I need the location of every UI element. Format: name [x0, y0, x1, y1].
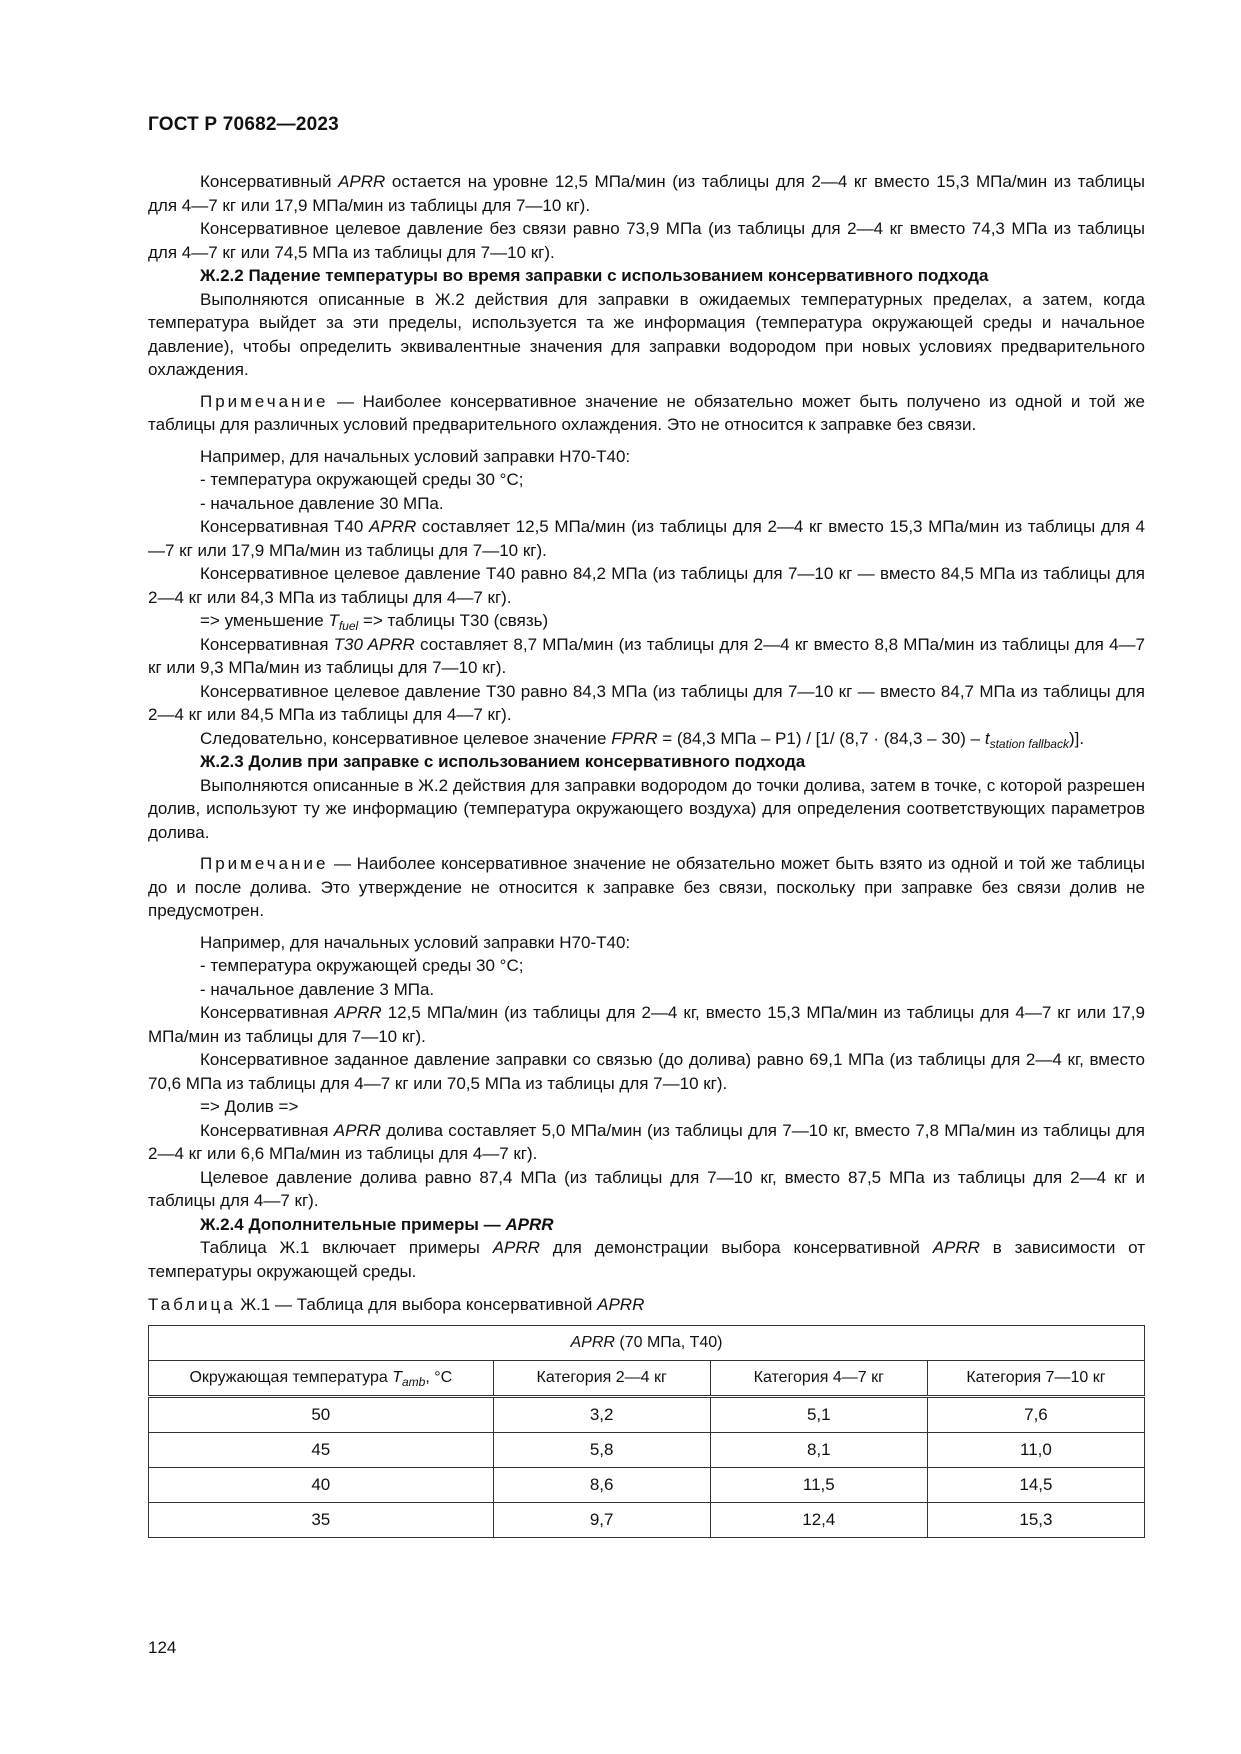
- list-item: - температура окружающей среды 30 °С;: [200, 956, 524, 975]
- note-label: Примечание: [200, 854, 329, 873]
- text-run: APRR: [369, 517, 417, 536]
- page-number: 124: [148, 1638, 177, 1657]
- text-run: APRR: [338, 172, 386, 191]
- table-cell: 5,1: [710, 1396, 927, 1432]
- text-run: Консервативный: [200, 172, 339, 191]
- list-item: - начальное давление 3 МПа.: [200, 979, 435, 999]
- note-label: Примечание: [200, 391, 329, 411]
- list-item: - начальное давление 30 МПа.: [200, 493, 444, 513]
- section-heading-j23: Ж.2.3 Долив при заправке с использованием консервативного подхода: [200, 752, 806, 771]
- text-run: T: [392, 1368, 402, 1386]
- text-run: Консервативная: [200, 1120, 334, 1140]
- table-cell: 3,2: [493, 1396, 710, 1432]
- formula-paragraph: [148, 727, 1145, 751]
- aprr-table: [148, 1325, 1145, 1538]
- paragraph: [148, 515, 1145, 562]
- table-cell: 8,1: [710, 1432, 927, 1467]
- paragraph: [148, 633, 1145, 680]
- table-cell: 50: [149, 1396, 494, 1432]
- paragraph: Выполняются описанные в Ж.2 действия для заправки в ожидаемых температурных пределах, а затем, когда температура выйдет за эти пределы, используется та же информация (температура окружающей среды и начальное давление), чтобы определить эквивалентные значения для заправки водородом при новых условиях предварительного охлаждения.: [148, 289, 1145, 379]
- text-run: Следовательно, консервативное целевое значение: [200, 728, 612, 748]
- text-run: в зависимости от температуры окружающей среды.: [148, 1238, 1145, 1281]
- text-run: FPRR: [611, 728, 658, 748]
- paragraph: Целевое давление долива равно 87,4 МПа (из таблицы для 7—10 кг, вместо 87,5 МПа из таблицы для 2—4 кг и таблицы для 4—7 кг).: [148, 1167, 1145, 1210]
- table-cell: 14,5: [927, 1467, 1144, 1502]
- subscript: fuel: [338, 619, 359, 633]
- text-run: составляет 8,7 МПа/мин (из таблицы для 2—4 кг вместо 8,8 МПа/мин из таблицы для 4—7 кг или 9,3 МПа/мин из таблицы для 7—10 кг).: [148, 634, 1145, 677]
- table-row: [149, 1396, 1145, 1432]
- text-run: APRR: [505, 1214, 554, 1234]
- table-cell: 8,6: [493, 1467, 710, 1502]
- paragraph: Консервативное целевое давление Т40 равно 84,2 МПа (из таблицы для 7—10 кг — вместо 84,5 МПа из таблицы для 2—4 кг или 84,3 МПа из таблицы для 4—7 кг).: [148, 564, 1145, 607]
- text-run: , °С: [425, 1368, 453, 1386]
- text-run: Ж.2.4 Дополнительные примеры —: [200, 1214, 506, 1234]
- paragraph: [148, 170, 1145, 217]
- table-cell: 11,5: [710, 1467, 927, 1502]
- text-run: APRR: [334, 1003, 382, 1022]
- note: [148, 852, 1145, 923]
- example-intro: Например, для начальных условий заправки H70-T40:: [200, 932, 631, 952]
- paragraph: [148, 609, 1145, 633]
- table-header-row: [149, 1360, 1145, 1396]
- column-header-cat-4-7: Категория 4—7 кг: [710, 1360, 927, 1396]
- text-run: — Наиболее консервативное значение не обязательно может быть взято из одной и той же таблицы до и после долива. Это утверждение не относится к заправке без связи, поскольку при заправке без связи долив не предусмотрен.: [148, 854, 1145, 920]
- table-cell: 7,6: [927, 1396, 1144, 1432]
- table-row: [149, 1502, 1145, 1537]
- standard-code-header: ГОСТ Р 70682—2023: [148, 114, 339, 135]
- text-run: APRR: [492, 1238, 540, 1257]
- text-run: — Наиболее консервативное значение не обязательно может быть получено из одной и той же таблицы для различных условий предварительного охлаждения. Это не относится к заправке без связи.: [148, 391, 1145, 434]
- table-cell: 35: [149, 1502, 494, 1537]
- text-run: остается на уровне 12,5 МПа/мин (из таблицы для 2—4 кг вместо 15,3 МПа/мин из таблицы для 4—7 кг или 17,9 МПа/мин из таблицы для 7—10 кг).: [148, 172, 1145, 215]
- text-run: 12,5 МПа/мин (из таблицы для 2—4 кг, вместо 15,3 МПа/мин из таблицы для 4—7 кг или 17,9 МПа/мин из таблицы для 7—10 кг).: [148, 1003, 1145, 1046]
- text-run: составляет 12,5 МПа/мин (из таблицы для 2—4 кг вместо 15,3 МПа/мин из таблицы для 4—7 кг или 17,9 МПа/мин из таблицы для 7—10 кг).: [148, 517, 1145, 560]
- text-run: t: [984, 728, 990, 748]
- table-cell: 9,7: [493, 1502, 710, 1537]
- text-run: APRR: [570, 1333, 615, 1351]
- text-run: для демонстрации выбора консервативной: [539, 1238, 933, 1257]
- text-run: => таблицы Т30 (связь): [358, 611, 549, 630]
- table-row: [149, 1467, 1145, 1502]
- paragraph: [148, 1119, 1145, 1166]
- paragraph: => Долив =>: [200, 1097, 299, 1116]
- table-cell: 11,0: [927, 1432, 1144, 1467]
- paragraph: Консервативное заданное давление заправки со связью (до долива) равно 69,1 МПа (из таблицы для 2—4 кг, вместо 70,6 МПа из таблицы для 4—7 кг или 70,5 МПа из таблицы для 7—10 кг).: [148, 1050, 1145, 1093]
- table-header-row: [149, 1325, 1145, 1360]
- paragraph: Консервативное целевое давление без связи равно 73,9 МПа (из таблицы для 2—4 кг вместо 74,3 МПа из таблицы для 4—7 кг или 74,5 МПа из таблицы для 7—10 кг).: [148, 219, 1145, 262]
- table-top-header: [149, 1325, 1145, 1360]
- table-cell: 5,8: [493, 1432, 710, 1467]
- text-run: Консервативная: [200, 1003, 335, 1022]
- paragraph: [148, 1236, 1145, 1283]
- section-heading-j22: Ж.2.2 Падение температуры во время заправки с использованием консервативного подхода: [200, 266, 989, 285]
- text-run: Ж.1 — Таблица для выбора консервативной: [235, 1295, 598, 1314]
- paragraph: Консервативное целевое давление Т30 равно 84,3 МПа (из таблицы для 7—10 кг — вместо 84,7 МПа из таблицы для 2—4 кг или 84,5 МПа из таблицы для 4—7 кг).: [148, 681, 1145, 724]
- document-body: [148, 170, 1145, 1538]
- section-heading-j24: [148, 1213, 1145, 1237]
- table-cell: 15,3: [927, 1502, 1144, 1537]
- subscript: amb: [401, 1374, 426, 1389]
- example-intro: Например, для начальных условий заправки H70-T40:: [200, 446, 631, 466]
- text-run: APRR: [932, 1238, 980, 1257]
- text-run: Консервативная: [200, 634, 334, 654]
- note: [148, 390, 1145, 437]
- table-cell: 40: [149, 1467, 494, 1502]
- text-run: = (84,3 МПа – P1) / [1/ (8,7 · (84,3 – 30) –: [657, 728, 985, 748]
- text-run: Окружающая температура: [189, 1368, 393, 1386]
- text-run: => уменьшение: [200, 611, 329, 630]
- text-run: Таблица Ж.1 включает примеры: [200, 1238, 493, 1257]
- column-header-cat-2-4: Категория 2—4 кг: [493, 1360, 710, 1396]
- paragraph: Выполняются описанные в Ж.2 действия для заправки водородом до точки долива, затем в точке, с которой разрешен долив, используют ту же информацию (температура окружающего воздуха) для определения соответствующих параметров долива.: [148, 775, 1145, 842]
- column-header-cat-7-10: Категория 7—10 кг: [927, 1360, 1144, 1396]
- table-row: [149, 1432, 1145, 1467]
- text-run: APRR: [597, 1295, 645, 1314]
- subscript: station fallback: [989, 736, 1069, 751]
- text-run: T: [328, 611, 339, 630]
- list-item: - температура окружающей среды 30 °С;: [200, 470, 524, 489]
- caption-label: Таблица: [148, 1295, 236, 1314]
- text-run: Консервативная Т40: [200, 517, 370, 536]
- paragraph: [148, 1001, 1145, 1048]
- table-caption: [148, 1293, 1145, 1317]
- text-run: T30 APRR: [333, 634, 415, 654]
- text-run: (70 МПа, Т40): [614, 1333, 723, 1351]
- table-cell: 45: [149, 1432, 494, 1467]
- text-run: )].: [1068, 728, 1085, 748]
- text-run: APRR: [333, 1120, 381, 1140]
- column-header-temperature: [149, 1360, 494, 1396]
- text-run: долива составляет 5,0 МПа/мин (из таблицы для 7—10 кг, вместо 7,8 МПа/мин из таблицы для 2—4 кг или 6,6 МПа/мин из таблицы для 4—7 кг).: [148, 1120, 1145, 1163]
- table-cell: 12,4: [710, 1502, 927, 1537]
